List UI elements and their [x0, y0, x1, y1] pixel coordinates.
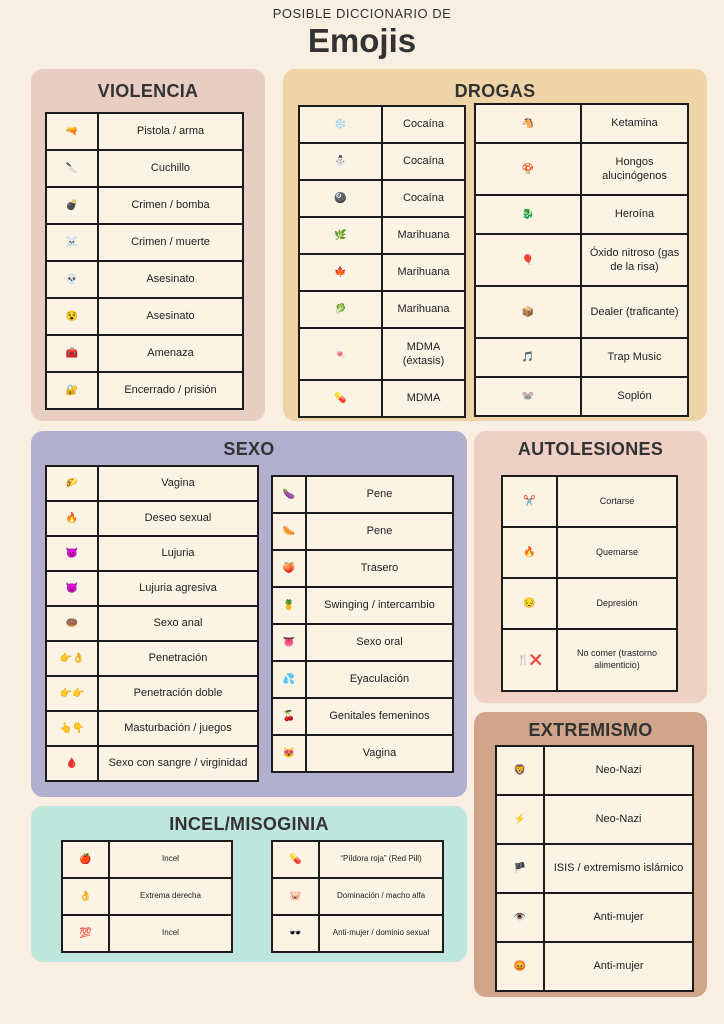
sexo-table-left	[45, 465, 259, 782]
table-row	[299, 143, 465, 180]
meaning-label: Vagina	[306, 735, 453, 772]
emoji-cell	[46, 224, 98, 261]
emoji-cell	[272, 587, 306, 624]
table-row	[496, 844, 693, 893]
emoji-cell	[272, 513, 306, 550]
emoji-cell	[475, 377, 581, 416]
table-row	[272, 624, 453, 661]
extremismo-panel	[474, 712, 707, 997]
emoji-icon: 😔	[523, 598, 536, 609]
meaning-label: Extrema derecha	[109, 878, 232, 915]
emoji-icon: 😻	[282, 748, 296, 759]
meaning-label: Cocaína	[382, 180, 465, 217]
meaning-label: Lujuria	[98, 536, 258, 571]
emoji-icon: 💀	[65, 274, 79, 285]
emoji-cell	[475, 286, 581, 338]
autolesiones-table	[501, 475, 678, 692]
emoji-cell	[299, 143, 382, 180]
meaning-label: Asesinato	[98, 261, 243, 298]
table-row	[299, 291, 465, 328]
emoji-icon: 🎈	[521, 254, 535, 266]
meaning-label: Dealer (traficante)	[581, 286, 688, 338]
table-row	[475, 377, 688, 416]
emoji-icon: 🍩	[65, 618, 79, 629]
emoji-cell	[299, 291, 382, 328]
meaning-label: Asesinato	[98, 298, 243, 335]
emoji-icon: 🔪	[65, 163, 79, 174]
emoji-icon: 🍎	[79, 854, 92, 865]
emoji-icon: 💊	[334, 393, 347, 404]
table-row	[46, 606, 258, 641]
table-row	[46, 261, 243, 298]
emoji-cell	[299, 328, 382, 380]
emoji-icon: 🍁	[334, 267, 347, 278]
table-row	[46, 501, 258, 536]
emoji-icon: 👅	[282, 637, 296, 648]
emoji-cell	[299, 180, 382, 217]
emoji-icon: 😵	[65, 311, 79, 322]
emoji-cell	[46, 298, 98, 335]
meaning-label: Neo-Nazi	[544, 795, 693, 844]
emoji-cell	[496, 893, 544, 942]
violencia-title: VIOLENCIA	[97, 81, 199, 101]
emoji-icon: 👉👌	[59, 653, 85, 664]
emoji-cell	[62, 878, 109, 915]
meaning-label: Sexo anal	[98, 606, 258, 641]
emoji-cell	[502, 629, 557, 691]
meaning-label: Crimen / muerte	[98, 224, 243, 261]
table-row	[299, 180, 465, 217]
emoji-icon: 🐴	[521, 118, 535, 129]
emoji-cell	[475, 195, 581, 234]
emoji-cell	[496, 746, 544, 795]
table-row	[46, 224, 243, 261]
emoji-icon: 👉👉	[59, 688, 85, 699]
emoji-icon: 🍄	[521, 163, 535, 175]
emoji-icon: 📦	[521, 306, 535, 318]
emoji-icon: 🍑	[282, 563, 296, 574]
emoji-cell	[62, 915, 109, 952]
table-row	[496, 893, 693, 942]
emoji-icon: ⚡	[513, 814, 527, 825]
emoji-cell	[502, 476, 557, 527]
table-row	[272, 550, 453, 587]
meaning-label: Pistola / arma	[98, 113, 243, 150]
table-row	[62, 915, 232, 952]
emoji-cell	[46, 372, 98, 409]
meaning-label: Cocaína	[382, 143, 465, 180]
meaning-label: Heroína	[581, 195, 688, 234]
meaning-label: Soplón	[581, 377, 688, 416]
meaning-label: Incel	[109, 841, 232, 878]
meaning-label: Lujuria agresiva	[98, 571, 258, 606]
table-row	[496, 942, 693, 991]
table-row	[299, 106, 465, 143]
extremismo-table	[495, 745, 694, 992]
autolesiones-panel	[474, 431, 707, 703]
emoji-icon: 🦁	[513, 765, 527, 776]
emoji-cell	[475, 104, 581, 143]
table-row	[46, 676, 258, 711]
table-row	[502, 578, 677, 629]
table-row	[475, 338, 688, 377]
meaning-label: Trasero	[306, 550, 453, 587]
emoji-icon: ⛄	[334, 156, 347, 167]
emoji-icon: 🐉	[521, 209, 535, 220]
page-title: Emojis	[307, 22, 417, 59]
table-row	[46, 746, 258, 781]
emoji-cell	[272, 841, 319, 878]
table-row	[299, 328, 465, 380]
emoji-cell	[272, 661, 306, 698]
table-row	[272, 915, 443, 952]
meaning-label: Vagina	[98, 466, 258, 501]
meaning-label: Swinging / intercambio	[306, 587, 453, 624]
table-row	[502, 476, 677, 527]
incel-panel	[31, 806, 467, 962]
table-row	[62, 878, 232, 915]
table-row	[496, 746, 693, 795]
table-row	[46, 372, 243, 409]
meaning-label: Anti-mujer	[544, 942, 693, 991]
emoji-cell	[475, 338, 581, 377]
emoji-icon: 🩸	[65, 758, 79, 769]
emoji-icon: 🔐	[65, 385, 79, 396]
table-row	[46, 335, 243, 372]
emoji-icon: 👁️	[513, 912, 527, 923]
emoji-cell	[46, 501, 98, 536]
table-row	[46, 466, 258, 501]
emoji-cell	[299, 217, 382, 254]
meaning-label: Masturbación / juegos	[98, 711, 258, 746]
meaning-label: Anti-mujer / dominio sexual	[319, 915, 443, 952]
emoji-cell	[496, 795, 544, 844]
meaning-label: Marihuana	[382, 217, 465, 254]
meaning-label: Encerrado / prisión	[98, 372, 243, 409]
meaning-label: Incel	[109, 915, 232, 952]
emoji-icon: 💊	[289, 854, 302, 865]
table-row	[46, 298, 243, 335]
table-row	[475, 234, 688, 286]
emoji-icon: 🔥	[65, 513, 79, 524]
sexo-panel	[31, 431, 467, 797]
page-subtitle: POSIBLE DICCIONARIO DE	[272, 6, 452, 21]
table-row	[299, 217, 465, 254]
table-row	[46, 641, 258, 676]
emoji-icon: 🐷	[289, 891, 302, 902]
meaning-label: Deseo sexual	[98, 501, 258, 536]
table-row	[272, 513, 453, 550]
emoji-cell	[272, 915, 319, 952]
meaning-label: MDMA	[382, 380, 465, 417]
table-row	[475, 143, 688, 195]
table-row	[272, 878, 443, 915]
emoji-cell	[46, 571, 98, 606]
emoji-cell	[272, 550, 306, 587]
meaning-label: Eyaculación	[306, 661, 453, 698]
meaning-label: No comer (trastorno alimenticio)	[557, 629, 677, 691]
emoji-icon: 💣	[65, 200, 79, 211]
meaning-label: Sexo oral	[306, 624, 453, 661]
table-row	[46, 536, 258, 571]
table-row	[272, 476, 453, 513]
meaning-label: Amenaza	[98, 335, 243, 372]
meaning-label: Cortarse	[557, 476, 677, 527]
emoji-cell	[502, 578, 557, 629]
incel-table-left	[61, 840, 233, 953]
emoji-cell	[46, 113, 98, 150]
emoji-icon: 🥬	[334, 304, 347, 315]
emoji-icon: 🎱	[334, 193, 347, 204]
emoji-icon: 🧰	[65, 348, 79, 359]
autolesiones-title: AUTOLESIONES	[517, 439, 664, 459]
emoji-icon: 🌮	[65, 478, 79, 489]
emoji-cell	[46, 150, 98, 187]
emoji-icon: 😈	[65, 548, 79, 559]
emoji-icon: ✂️	[523, 496, 536, 507]
emoji-icon: 🌿	[334, 230, 347, 241]
emoji-cell	[46, 466, 98, 501]
meaning-label: Marihuana	[382, 291, 465, 328]
drogas-title: DROGAS	[454, 81, 536, 101]
sexo-table-right	[271, 475, 454, 773]
drogas-table-left	[298, 105, 466, 418]
table-row	[46, 711, 258, 746]
table-row	[502, 527, 677, 578]
meaning-label: Penetración	[98, 641, 258, 676]
violencia-panel	[31, 69, 265, 421]
emoji-icon: 👆👇	[59, 723, 85, 734]
table-row	[46, 187, 243, 224]
emoji-icon: 👌	[79, 891, 92, 902]
sexo-title: SEXO	[223, 439, 275, 459]
emoji-icon: 🕶️	[289, 928, 302, 939]
emoji-icon: 🔫	[65, 126, 79, 137]
emoji-cell	[46, 606, 98, 641]
emoji-cell	[272, 878, 319, 915]
emoji-icon: 🍍	[282, 600, 296, 611]
table-row	[475, 286, 688, 338]
meaning-label: Óxido nitroso (gas de la risa)	[581, 234, 688, 286]
meaning-label: ISIS / extremismo islámico	[544, 844, 693, 893]
meaning-label: Cocaína	[382, 106, 465, 143]
emoji-icon: 🍴❌	[517, 654, 542, 666]
extremismo-title: EXTREMISMO	[528, 720, 653, 740]
table-row	[272, 661, 453, 698]
meaning-label: MDMA (éxtasis)	[382, 328, 465, 380]
meaning-label: Neo-Nazi	[544, 746, 693, 795]
meaning-label: Marihuana	[382, 254, 465, 291]
emoji-cell	[496, 942, 544, 991]
table-row	[299, 380, 465, 417]
incel-table-right	[271, 840, 444, 953]
table-row	[502, 629, 677, 691]
emoji-icon: 🎵	[521, 352, 535, 363]
emoji-cell	[299, 380, 382, 417]
meaning-label: “Píldora roja” (Red Pill)	[319, 841, 443, 878]
emoji-cell	[272, 624, 306, 661]
meaning-label: Hongos alucinógenos	[581, 143, 688, 195]
emoji-icon: 👿	[65, 583, 79, 594]
drogas-table-right	[474, 103, 689, 417]
emoji-cell	[46, 641, 98, 676]
emoji-icon: 🐭	[521, 391, 535, 402]
emoji-icon: ❄️	[334, 119, 347, 130]
emoji-cell	[475, 143, 581, 195]
emoji-cell	[46, 676, 98, 711]
emoji-cell	[46, 261, 98, 298]
emoji-cell	[475, 234, 581, 286]
drogas-panel	[283, 69, 707, 421]
emoji-icon: 💦	[282, 674, 296, 685]
table-row	[272, 587, 453, 624]
meaning-label: Dominación / macho alfa	[319, 878, 443, 915]
emoji-icon: 😡	[513, 961, 527, 972]
emoji-icon: 💯	[79, 928, 92, 939]
meaning-label: Penetración doble	[98, 676, 258, 711]
table-row	[46, 113, 243, 150]
emoji-cell	[299, 106, 382, 143]
emoji-cell	[272, 735, 306, 772]
meaning-label: Crimen / bomba	[98, 187, 243, 224]
emoji-icon: 🍆	[282, 489, 296, 500]
meaning-label: Ketamina	[581, 104, 688, 143]
table-row	[46, 571, 258, 606]
table-row	[299, 254, 465, 291]
meaning-label: Depresión	[557, 578, 677, 629]
emoji-icon: ☠️	[65, 237, 79, 248]
emoji-icon: 🏴	[513, 863, 527, 874]
meaning-label: Genitales femeninos	[306, 698, 453, 735]
emoji-cell	[299, 254, 382, 291]
meaning-label: Cuchillo	[98, 150, 243, 187]
emoji-icon: 🍬	[334, 348, 347, 360]
table-row	[46, 150, 243, 187]
table-row	[496, 795, 693, 844]
emoji-cell	[46, 711, 98, 746]
emoji-cell	[46, 746, 98, 781]
incel-title: INCEL/MISOGINIA	[169, 814, 329, 834]
meaning-label: Anti-mujer	[544, 893, 693, 942]
meaning-label: Trap Music	[581, 338, 688, 377]
emoji-icon: 🍒	[282, 711, 296, 722]
emoji-cell	[496, 844, 544, 893]
violencia-table	[45, 112, 244, 410]
emoji-icon: 🔥	[523, 547, 536, 558]
emoji-cell	[272, 698, 306, 735]
emoji-cell	[46, 536, 98, 571]
table-row	[272, 698, 453, 735]
emoji-cell	[272, 476, 306, 513]
emoji-cell	[46, 187, 98, 224]
meaning-label: Pene	[306, 513, 453, 550]
table-row	[475, 104, 688, 143]
table-row	[272, 735, 453, 772]
emoji-cell	[502, 527, 557, 578]
meaning-label: Quemarse	[557, 527, 677, 578]
emoji-icon: 🌭	[282, 526, 296, 537]
emoji-cell	[62, 841, 109, 878]
emoji-cell	[46, 335, 98, 372]
table-row	[272, 841, 443, 878]
meaning-label: Sexo con sangre / virginidad	[98, 746, 258, 781]
table-row	[62, 841, 232, 878]
table-row	[475, 195, 688, 234]
meaning-label: Pene	[306, 476, 453, 513]
